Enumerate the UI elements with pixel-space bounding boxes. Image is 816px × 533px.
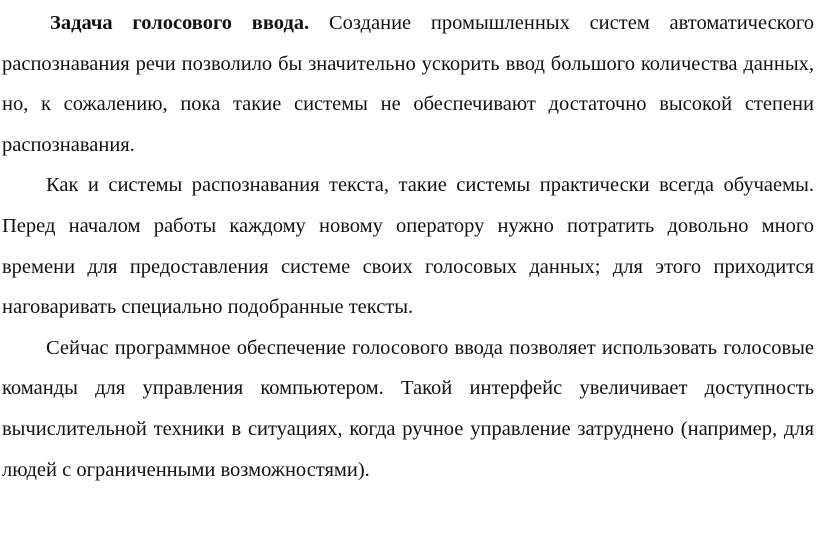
paragraph-text: Как и системы распознавания текста, такие системы практически всегда обучаемы. Перед началом работы каждому новому оператору нужно потратить довольно много времени для предоставления системе своих голосовых данных; для этого приходится наговаривать специально подобранные тексты. xyxy=(2,174,814,319)
paragraph-training xyxy=(2,165,814,327)
paragraph-voice-commands xyxy=(2,328,814,490)
paragraph-title: Задача голосового ввода. xyxy=(50,12,310,34)
paragraph-text: Сейчас программное обеспечение голосового ввода позволяет использовать голосовые команды для управления компьютером. Такой интерфейс увеличивает доступность вычислительной техники в ситуациях, когда ручное управление затруднено (например, для людей с ограниченными возможностями). xyxy=(2,336,814,481)
paragraph-voice-input-task xyxy=(2,3,814,165)
paragraph-text: Создание промышленных систем автоматического распознавания речи позволило бы значительно ускорить ввод большого количества данных, но, к сожалению, пока такие системы не обеспечивают достаточно высокой степени распознавания. xyxy=(2,12,814,156)
